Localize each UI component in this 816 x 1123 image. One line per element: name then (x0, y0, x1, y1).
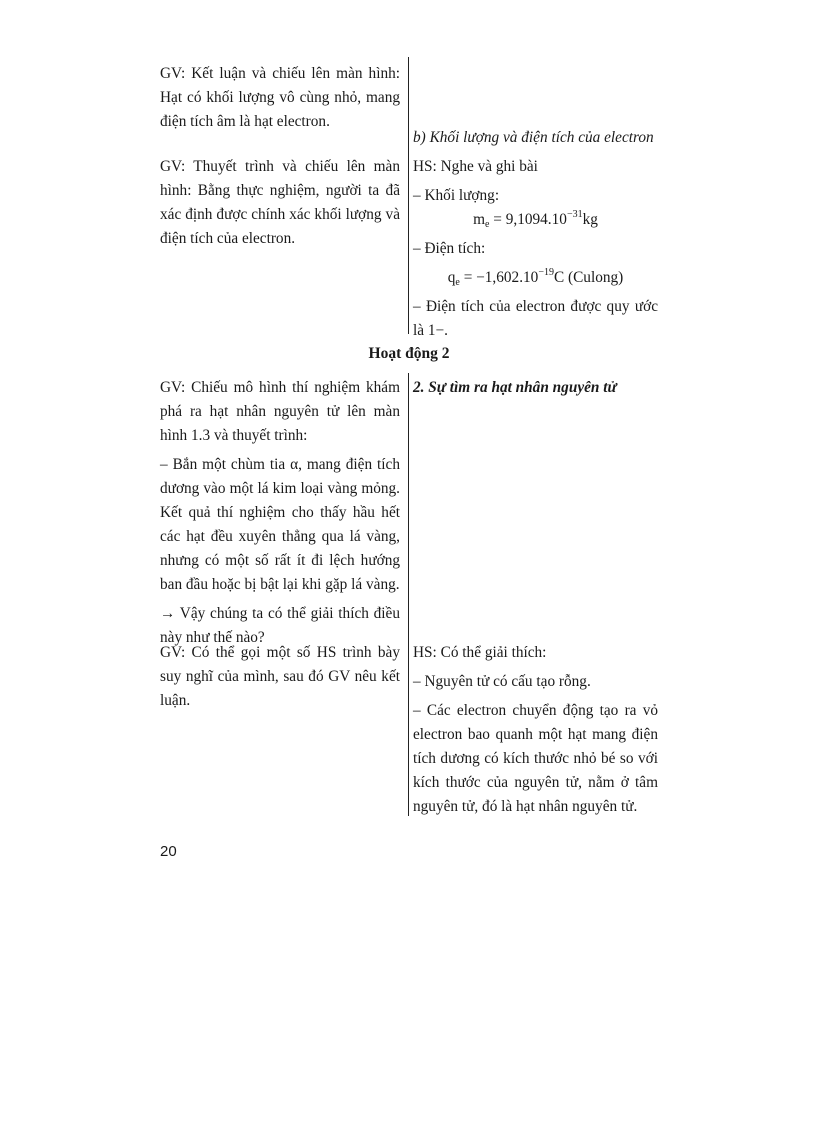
left-column-section2 (160, 376, 400, 650)
subheading-mass-charge: b) Khối lượng và điện tích của electron (413, 129, 654, 146)
charge-unit: C (Culong) (553, 269, 624, 286)
nucleus-explanation-text: – Các electron chuyển động tạo ra vỏ electron bao quanh một hạt mang điện tích dương có kích thước nhỏ bé so với kích thước của nguyên tử, nằm ở tâm nguyên tử, đó là hạt nhân nguyên tử. (413, 702, 658, 815)
right-column-section3 (413, 641, 658, 819)
charge-convention-text: – Điện tích của electron được quy ước là 1−. (413, 298, 658, 339)
charge-subscript: e (455, 277, 460, 288)
mass-value: = 9,1094.10 (489, 211, 567, 228)
charge-symbol: q (447, 269, 456, 286)
charge-formula (413, 266, 658, 290)
question-text: → Vậy chúng ta có thể giải thích điều này như thế nào? (160, 605, 400, 646)
teacher-presentation-text: GV: Thuyết trình và chiếu lên màn hình: Bằng thực nghiệm, người ta đã xác định được chính xác khối lượng và điện tích của electron. (160, 158, 400, 247)
mass-exponent: −31 (566, 209, 583, 220)
teacher-intro-text: GV: Chiếu mô hình thí nghiệm khám phá ra hạt nhân nguyên tử lên màn hình 1.3 và thuyết trình: (160, 379, 400, 444)
mass-label: – Khối lượng: (413, 187, 500, 204)
nucleus-discovery-heading: 2. Sự tìm ra hạt nhân nguyên tử (413, 379, 617, 396)
right-column-section2 (413, 376, 658, 400)
left-column-section1 (160, 62, 400, 134)
left-column-section3 (160, 641, 400, 713)
charge-exponent: −19 (538, 267, 554, 278)
experiment-description: – Bắn một chùm tia α, mang điện tích dương vào một lá kim loại vàng mỏng. Kết quả thí nghiệm cho thấy hầu hết các hạt đều xuyên thẳng qua lá vàng, nhưng có một số rất ít đi lệch hướng ban đầu hoặc bị bật lại khi gặp lá vàng. (160, 456, 400, 593)
mass-formula (413, 208, 658, 232)
right-subheading-block (413, 126, 658, 150)
mass-unit: kg (582, 211, 598, 228)
teacher-call-text: GV: Có thể gọi một số HS trình bày suy nghĩ của mình, sau đó GV nêu kết luận. (160, 644, 400, 709)
page-number: 20 (160, 843, 177, 860)
mass-symbol: m (473, 211, 486, 228)
student-listen-text: HS: Nghe và ghi bài (413, 158, 538, 175)
right-column-section1 (413, 155, 658, 343)
charge-label: – Điện tích: (413, 240, 486, 257)
mass-subscript: e (485, 219, 490, 230)
column-divider-bottom (408, 373, 409, 816)
column-divider-top (408, 57, 409, 334)
charge-value: = −1,602.10 (459, 269, 539, 286)
teacher-conclusion-text: GV: Kết luận và chiếu lên màn hình: Hạt có khối lượng vô cùng nhỏ, mang điện tích âm là hạt electron. (160, 65, 400, 130)
atom-hollow-text: – Nguyên tử có cấu tạo rỗng. (413, 673, 591, 690)
student-explain-text: HS: Có thể giải thích: (413, 644, 547, 661)
left-column-presentation (160, 155, 400, 251)
activity-heading: Hoạt động 2 (368, 345, 450, 362)
